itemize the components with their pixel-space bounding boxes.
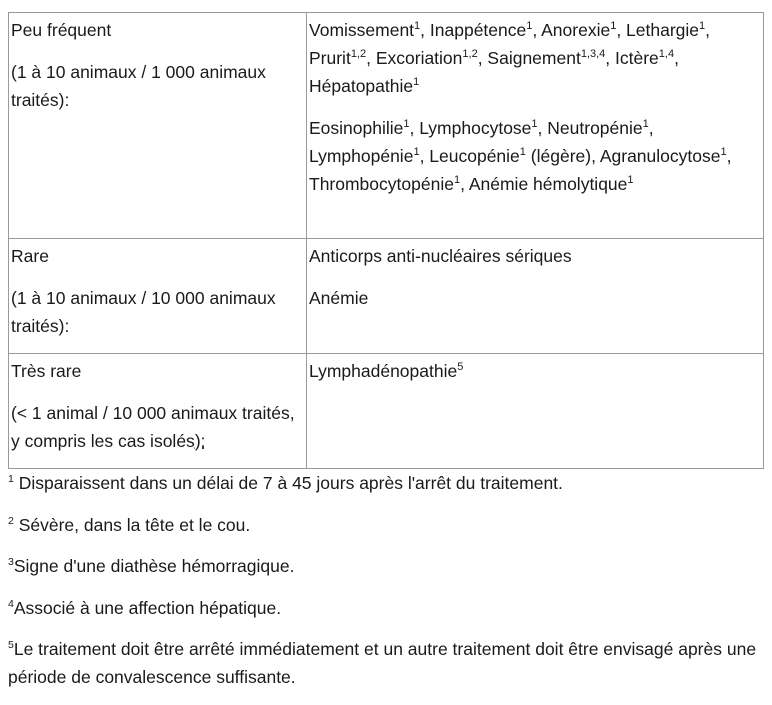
footnote-text: Associé à une affection hépatique. [13,597,282,618]
effect-text: , Lymphopénie [309,118,654,166]
footnote-number: 4 [8,597,14,610]
footnote-ref: 1,2 [462,48,478,61]
footnote-number: 2 [8,514,14,527]
effects-paragraph-1 [309,16,761,100]
frequency-description: (1 à 10 animaux / 1 000 animaux traités): [11,62,266,110]
footnote-text: Le traitement doit être arrêté immédiatement et un autre traitement doit être envisagé après une période de convalescence suffisante. [8,639,757,687]
footnote [8,552,768,580]
effect-text: , Inappétence [420,20,527,40]
effect-text: , Ictère [605,48,659,68]
footnote [8,635,768,691]
effect-text: , Leucopénie [419,146,520,166]
effect-text: , Saignement [477,48,581,68]
effect-text: , Prurit [309,20,711,68]
footnote-ref: 1 [642,118,649,131]
footnote-ref: 1 [403,118,410,131]
footnote-number: 3 [8,556,14,569]
adverse-effects-table [8,12,764,469]
footnote-ref: 5 [457,361,464,374]
table-row [9,354,764,469]
footnote-ref: 1 [531,118,538,131]
frequency-cell [9,13,307,239]
frequency-cell [9,239,307,354]
footnote-text: Signe d'une diathèse hémorragique. [13,556,295,576]
footnote-ref: 1 [610,20,617,33]
footnote-ref: 1 [720,146,727,159]
footnote-text: Disparaissent dans un délai de 7 à 45 jours après l'arrêt du traitement. [13,473,563,493]
footnote-ref: 1 [627,174,634,187]
footnote [8,511,768,539]
effect-text: , Hépatopathie [309,48,679,96]
frequency-description: (1 à 10 animaux / 10 000 animaux traités): [11,288,276,336]
footnote-ref: 1 [526,20,533,33]
footnote-ref: 1,4 [658,48,675,61]
effect-text: Eosinophilie [309,118,404,138]
effect-item [309,357,761,385]
footnote-ref: 1 [414,20,421,33]
frequency-label: Peu fréquent [11,20,112,40]
effect-text: , Anorexie [532,20,611,40]
effects-cell [307,13,764,239]
effect-text: Lymphadénopathie [309,361,458,381]
footnote-ref: 1 [413,146,420,159]
footnote-ref: 1 [453,174,461,187]
effect-text: , Lethargie [616,20,700,40]
footnote [8,469,768,497]
footnotes [8,469,768,705]
effect-text: , Neutropénie [537,118,643,138]
effect-text: , Excoriation [366,48,463,68]
effects-paragraph-2 [309,114,761,198]
footnote-number: 1 [8,473,14,486]
footnote-number: 5 [8,639,14,652]
table-row [9,239,764,354]
footnote-ref: 1 [699,20,706,33]
footnote-text: Sévère, dans la tête et le cou. [13,514,251,535]
effects-cell [307,354,764,469]
frequency-label: Rare [11,246,49,266]
effect-text: (légère), Agranulocytose [525,146,721,166]
footnote-ref: 1 [413,76,420,89]
effect-item: Anticorps anti-nucléaires sériques [309,246,572,266]
footnote-ref: 1,2 [350,48,367,61]
effects-cell [307,239,764,354]
footnote-ref: 1,3,4 [580,48,606,61]
effect-item: Anémie [309,288,369,308]
effect-text: , Lymphocytose [409,118,532,138]
table-row [9,13,764,239]
footnote-ref: 1 [519,146,526,159]
effect-text: Vomissement [309,20,415,40]
effect-text: , Anémie hémolytique [460,174,628,194]
frequency-description-tail: ): [194,431,206,451]
frequency-description-main: (< 1 animal / 10 000 animaux traités, y compris les cas isolés [11,403,295,451]
frequency-label: Très rare [11,361,82,381]
frequency-description [11,399,304,455]
frequency-cell [9,354,307,469]
effect-text: , Thrombocytopénie [309,146,732,194]
footnote [8,594,768,622]
